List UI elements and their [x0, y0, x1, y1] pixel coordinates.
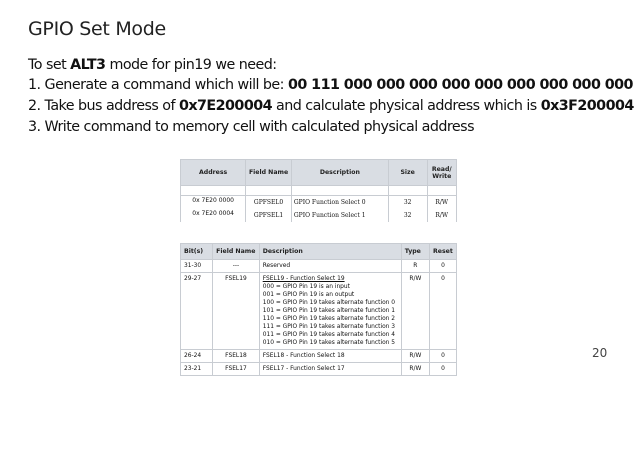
- step-1-line: [28, 77, 633, 93]
- step-2-text: 2. Take bus address of: [28, 98, 179, 114]
- table-row: [181, 350, 457, 363]
- cell-field: GPFSEL0: [246, 196, 292, 210]
- header-address: Address: [181, 160, 246, 186]
- cell-description: [259, 273, 401, 350]
- step-2-line: [28, 98, 634, 114]
- fsel19-option: 100 = GPIO Pin 19 takes alternate function 0: [262, 300, 396, 306]
- cell-bits: 29-27: [181, 273, 213, 350]
- header-field-name: Field Name: [213, 244, 260, 260]
- table-row: [181, 273, 457, 350]
- header-type: Type: [401, 244, 429, 260]
- table-row: [181, 209, 457, 222]
- table-row: [181, 196, 457, 210]
- table-header-row: [181, 160, 457, 186]
- header-bits: Bit(s): [181, 244, 213, 260]
- table-spacer-row: [181, 186, 457, 196]
- header-size: Size: [388, 160, 427, 186]
- step-3-line: 3. Write command to memory cell with calculated physical address: [28, 119, 474, 135]
- fsel19-option: 101 = GPIO Pin 19 takes alternate function 1: [262, 308, 396, 314]
- cell-reset: 0: [430, 363, 457, 376]
- header-description: Description: [259, 244, 401, 260]
- table-row: [181, 363, 457, 376]
- cell-type: R: [401, 260, 429, 273]
- fsel19-option: 000 = GPIO Pin 19 is an input: [262, 284, 350, 290]
- cell-bits: 23-21: [181, 363, 213, 376]
- slide-title: GPIO Set Mode: [28, 18, 166, 40]
- cell-size: 32: [388, 209, 427, 222]
- intro-text: To set: [28, 57, 71, 73]
- command-bits: 00 111 000 000 000 000 000 000 000 000 000: [287, 77, 633, 93]
- cell-type: R/W: [401, 363, 429, 376]
- step-1-text: 1. Generate a command which will be:: [28, 77, 288, 93]
- cell-description: FSEL17 - Function Select 17: [259, 363, 401, 376]
- bus-address: 0x7E200004: [178, 98, 273, 114]
- cell-description: FSEL18 - Function Select 18: [259, 350, 401, 363]
- fsel19-option: 111 = GPIO Pin 19 takes alternate function 3: [262, 324, 396, 330]
- cell-address: 0x 7E20 0000: [181, 196, 246, 210]
- table-row: [181, 260, 457, 273]
- mode-name: ALT3: [70, 57, 106, 73]
- cell-reset: 0: [430, 260, 457, 273]
- cell-type: R/W: [401, 350, 429, 363]
- cell-bits: 26-24: [181, 350, 213, 363]
- register-address-table: [180, 159, 457, 219]
- fsel19-title: FSEL19 - Function Select 19: [262, 276, 345, 282]
- header-reset: Reset: [430, 244, 457, 260]
- fsel19-option: 110 = GPIO Pin 19 takes alternate function 2: [262, 316, 396, 322]
- cell-rw: R/W: [427, 196, 456, 210]
- cell-description: GPIO Function Select 0: [291, 196, 388, 210]
- step-2-text-mid: and calculate physical address which is: [272, 98, 541, 114]
- cell-field: FSEL19: [213, 273, 260, 350]
- intro-line: [28, 57, 277, 73]
- gpfsel1-bits-table: [180, 243, 457, 372]
- cell-size: 32: [388, 196, 427, 210]
- page-number: 20: [592, 346, 608, 360]
- cell-address: 0x 7E20 0004: [181, 209, 246, 222]
- header-read-write: Read/ Write: [427, 160, 456, 186]
- cell-description: Reserved: [259, 260, 401, 273]
- cell-field: GPFSEL1: [246, 209, 292, 222]
- cell-reset: 0: [430, 350, 457, 363]
- fsel19-option: 011 = GPIO Pin 19 takes alternate function 4: [262, 332, 396, 338]
- cell-bits: 31-30: [181, 260, 213, 273]
- cell-rw: R/W: [427, 209, 456, 222]
- physical-address: 0x3F200004: [540, 98, 634, 114]
- cell-field: FSEL17: [213, 363, 260, 376]
- cell-description: GPIO Function Select 1: [291, 209, 388, 222]
- cell-field: FSEL18: [213, 350, 260, 363]
- fsel19-option: 001 = GPIO Pin 19 is an output: [262, 292, 355, 298]
- table-header-row: [181, 244, 457, 260]
- cell-type: R/W: [401, 273, 429, 350]
- header-description: Description: [291, 160, 388, 186]
- header-field-name: Field Name: [246, 160, 292, 186]
- cell-reset: 0: [430, 273, 457, 350]
- cell-field: ---: [213, 260, 260, 273]
- intro-text-end: mode for pin19 we need:: [105, 57, 277, 73]
- fsel19-option: 010 = GPIO Pin 19 takes alternate function 5: [262, 340, 396, 346]
